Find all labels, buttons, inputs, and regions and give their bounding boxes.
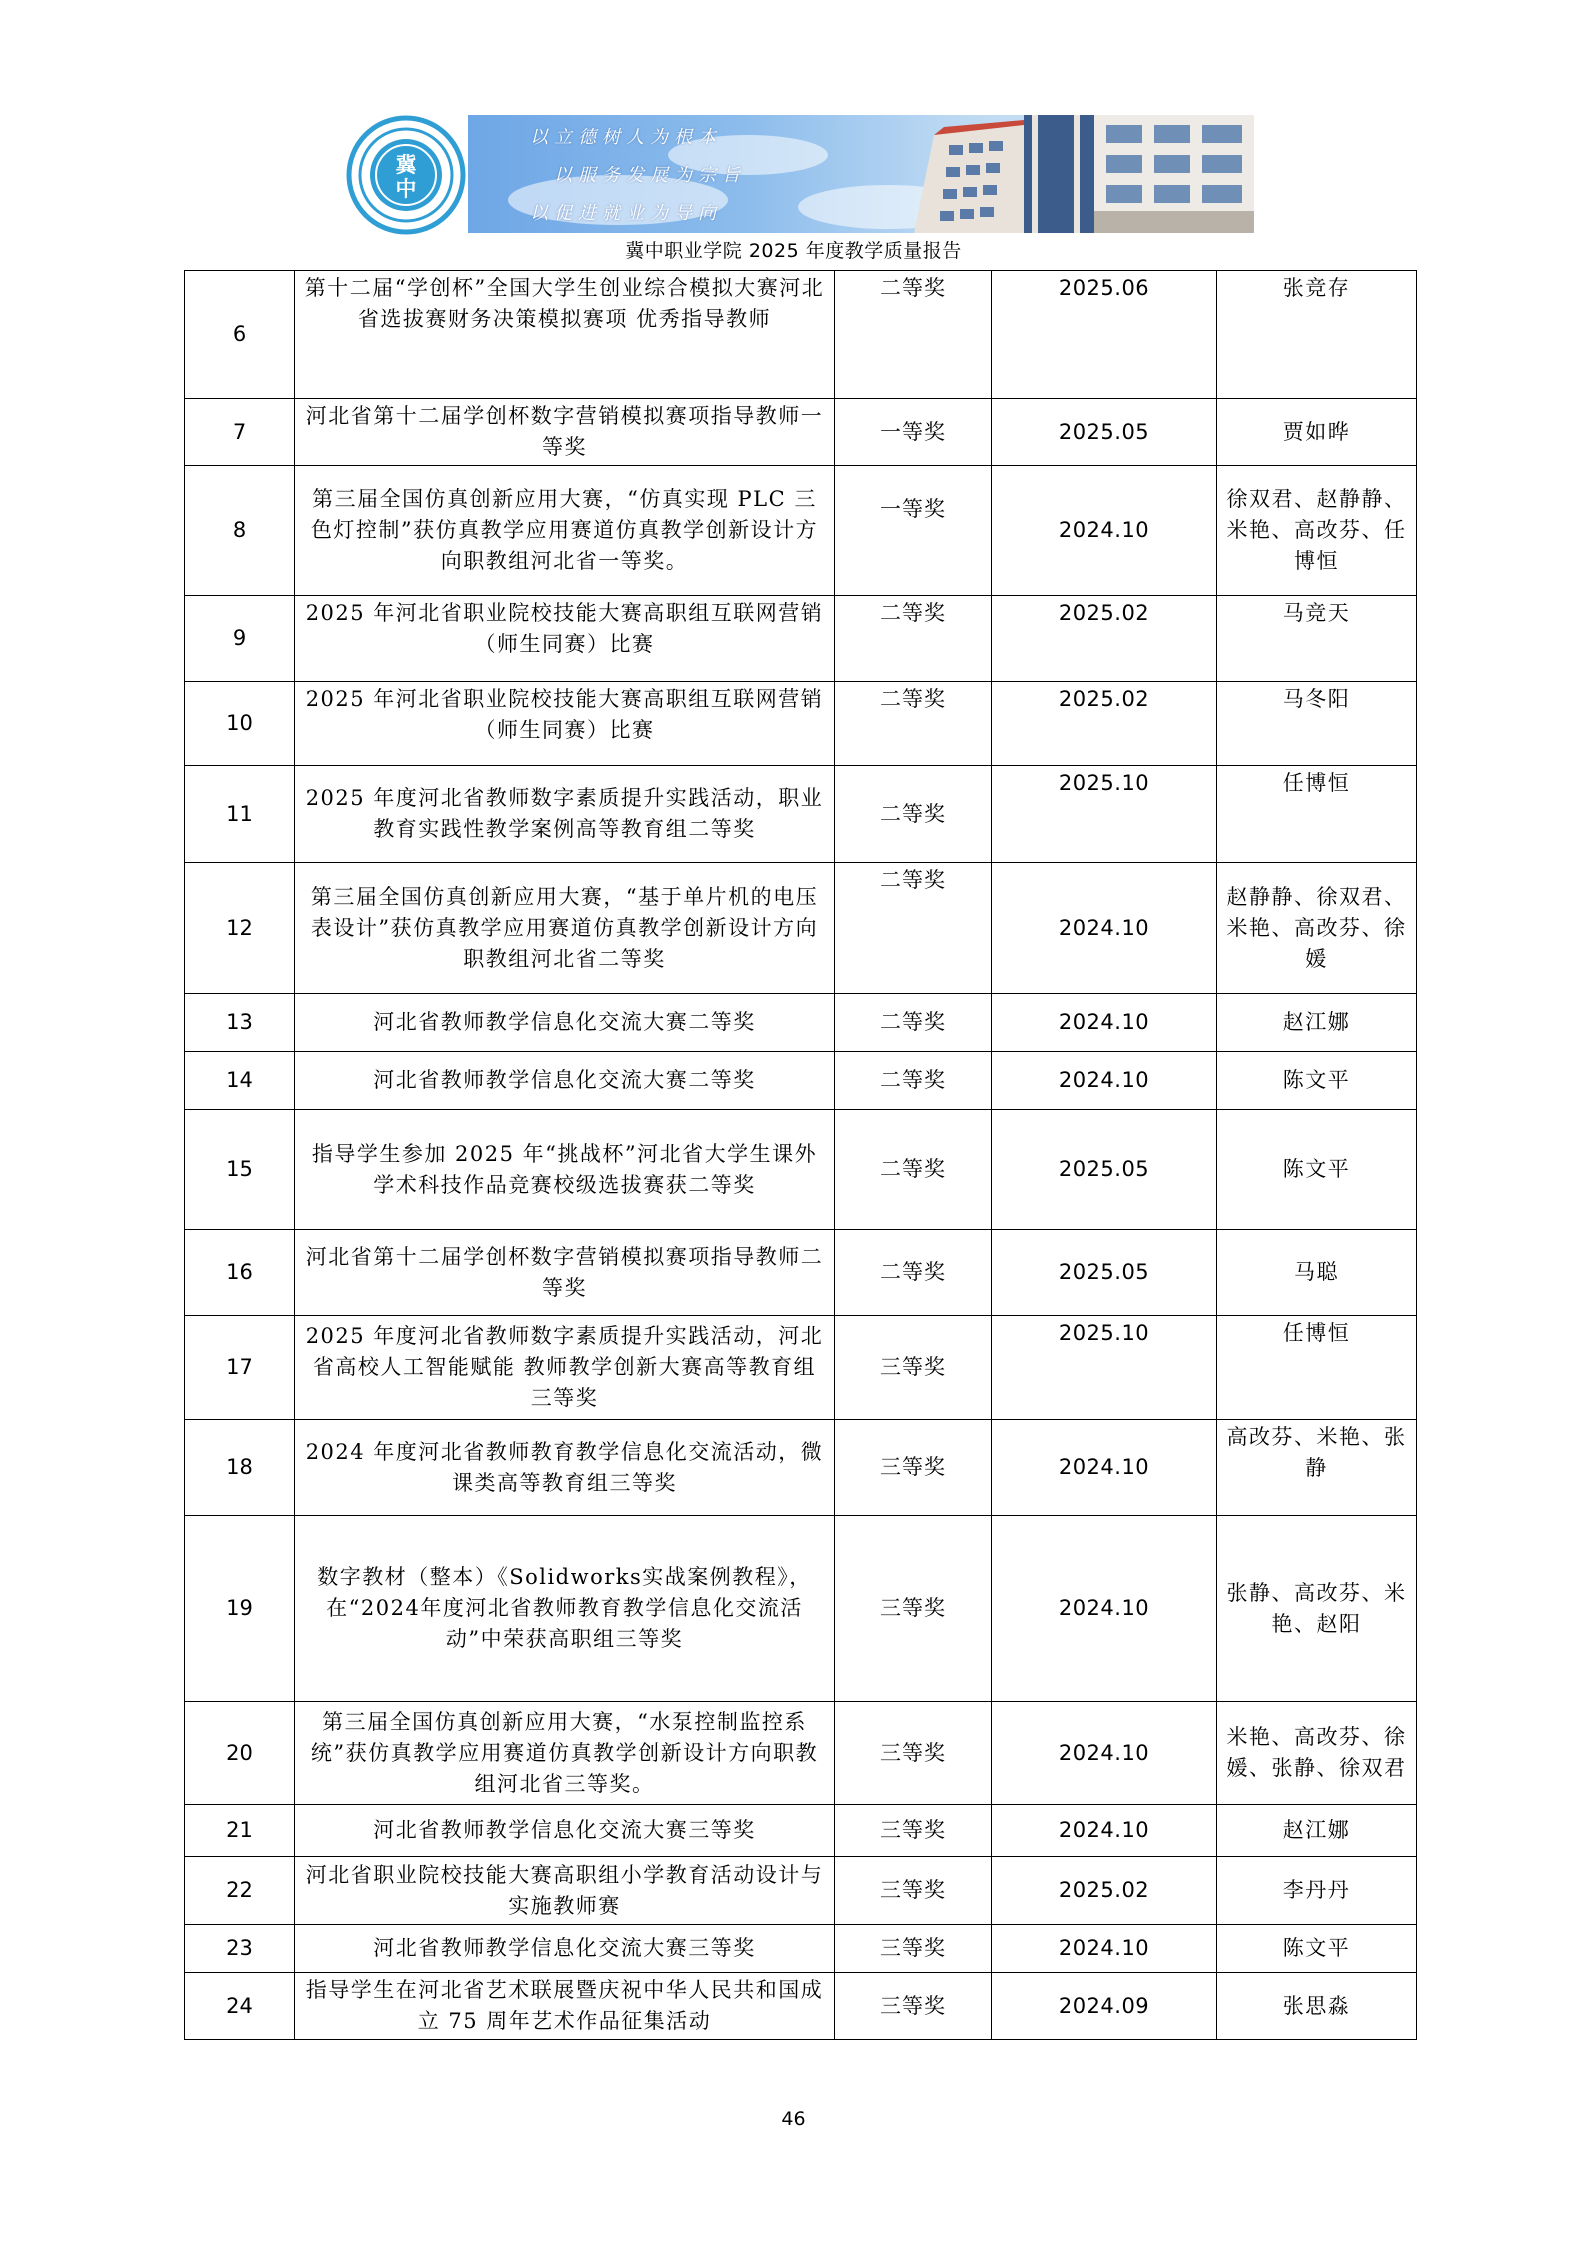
row-number: 16 bbox=[185, 1230, 295, 1316]
table-row bbox=[185, 1110, 1417, 1230]
table-row bbox=[185, 1316, 1417, 1420]
table-row bbox=[185, 766, 1417, 863]
award-date: 2025.02 bbox=[992, 1857, 1217, 1925]
campus-building-image bbox=[874, 115, 1254, 233]
award-winners: 贾如晔 bbox=[1217, 399, 1417, 466]
row-number: 13 bbox=[185, 994, 295, 1052]
award-level: 三等奖 bbox=[835, 1857, 992, 1925]
award-name: 2025 年河北省职业院校技能大赛高职组互联网营销（师生同赛）比赛 bbox=[295, 682, 835, 766]
row-number: 22 bbox=[185, 1857, 295, 1925]
award-level: 三等奖 bbox=[835, 1516, 992, 1702]
page-number: 46 bbox=[781, 2108, 806, 2130]
award-date: 2024.10 bbox=[992, 466, 1217, 596]
table-row bbox=[185, 596, 1417, 682]
award-level: 三等奖 bbox=[835, 1925, 992, 1973]
table-row bbox=[185, 271, 1417, 399]
table-row bbox=[185, 863, 1417, 994]
row-number: 12 bbox=[185, 863, 295, 994]
row-number: 14 bbox=[185, 1052, 295, 1110]
report-title: 冀中职业学院 2025 年度教学质量报告 bbox=[625, 240, 962, 262]
award-level: 一等奖 bbox=[835, 466, 992, 596]
award-name: 河北省教师教学信息化交流大赛二等奖 bbox=[295, 994, 835, 1052]
award-date: 2024.10 bbox=[992, 1516, 1217, 1702]
award-name: 河北省教师教学信息化交流大赛三等奖 bbox=[295, 1925, 835, 1973]
table-row bbox=[185, 682, 1417, 766]
award-winners: 赵静静、徐双君、米艳、高改芬、徐媛 bbox=[1217, 863, 1417, 994]
row-number: 15 bbox=[185, 1110, 295, 1230]
award-level: 三等奖 bbox=[835, 1973, 992, 2040]
award-level: 二等奖 bbox=[835, 994, 992, 1052]
svg-text:冀: 冀 bbox=[395, 152, 417, 177]
award-name: 第三届全国仿真创新应用大赛，“水泵控制监控系统”获仿真教学应用赛道仿真教学创新设计方向职教组河北省三等奖。 bbox=[295, 1702, 835, 1805]
award-date: 2025.10 bbox=[992, 766, 1217, 863]
row-number: 21 bbox=[185, 1805, 295, 1857]
award-level: 三等奖 bbox=[835, 1420, 992, 1516]
row-number: 10 bbox=[185, 682, 295, 766]
award-date: 2024.09 bbox=[992, 1973, 1217, 2040]
award-winners: 赵江娜 bbox=[1217, 1805, 1417, 1857]
row-number: 11 bbox=[185, 766, 295, 863]
row-number: 9 bbox=[185, 596, 295, 682]
table-row bbox=[185, 1925, 1417, 1973]
award-name: 河北省第十二届学创杯数字营销模拟赛项指导教师一等奖 bbox=[295, 399, 835, 466]
slogan-3: 以促进就业为导向 bbox=[530, 203, 722, 224]
award-level: 三等奖 bbox=[835, 1805, 992, 1857]
award-name: 第三届全国仿真创新应用大赛，“基于单片机的电压表设计”获仿真教学应用赛道仿真教学创新设计方向职教组河北省二等奖 bbox=[295, 863, 835, 994]
award-date: 2024.10 bbox=[992, 1805, 1217, 1857]
award-winners: 李丹丹 bbox=[1217, 1857, 1417, 1925]
table-row bbox=[185, 994, 1417, 1052]
award-winners: 任博恒 bbox=[1217, 766, 1417, 863]
table-row bbox=[185, 1052, 1417, 1110]
award-name: 数字教材（整本）《Solidworks实战案例教程》，在“2024年度河北省教师教育教学信息化交流活动”中荣获高职组三等奖 bbox=[295, 1516, 835, 1702]
award-winners: 陈文平 bbox=[1217, 1925, 1417, 1973]
award-date: 2024.10 bbox=[992, 863, 1217, 994]
row-number: 6 bbox=[185, 271, 295, 399]
award-winners: 张思淼 bbox=[1217, 1973, 1417, 2040]
table-row bbox=[185, 1857, 1417, 1925]
table-row bbox=[185, 1230, 1417, 1316]
seal-icon bbox=[346, 115, 466, 235]
award-name: 河北省教师教学信息化交流大赛三等奖 bbox=[295, 1805, 835, 1857]
award-name: 第十二届“学创杯”全国大学生创业综合模拟大赛河北省选拔赛财务决策模拟赛项 优秀指导教师 bbox=[295, 271, 835, 399]
slogan-2: 以服务发展为宗旨 bbox=[554, 165, 746, 186]
award-date: 2025.02 bbox=[992, 682, 1217, 766]
award-date: 2025.06 bbox=[992, 271, 1217, 399]
award-date: 2024.10 bbox=[992, 994, 1217, 1052]
award-name: 河北省第十二届学创杯数字营销模拟赛项指导教师二等奖 bbox=[295, 1230, 835, 1316]
table-row bbox=[185, 1702, 1417, 1805]
award-winners: 张静、高改芬、米艳、赵阳 bbox=[1217, 1516, 1417, 1702]
award-level: 二等奖 bbox=[835, 271, 992, 399]
header-banner bbox=[346, 115, 1254, 235]
award-name: 2025 年度河北省教师数字素质提升实践活动，职业教育实践性教学案例高等教育组二等奖 bbox=[295, 766, 835, 863]
award-name: 2025 年河北省职业院校技能大赛高职组互联网营销（师生同赛）比赛 bbox=[295, 596, 835, 682]
award-level: 一等奖 bbox=[835, 399, 992, 466]
awards-table bbox=[184, 270, 1417, 2040]
award-level: 三等奖 bbox=[835, 1316, 992, 1420]
row-number: 24 bbox=[185, 1973, 295, 2040]
award-date: 2025.05 bbox=[992, 1110, 1217, 1230]
award-date: 2024.10 bbox=[992, 1420, 1217, 1516]
table-row bbox=[185, 1805, 1417, 1857]
award-winners: 马冬阳 bbox=[1217, 682, 1417, 766]
award-name: 2025 年度河北省教师数字素质提升实践活动，河北省高校人工智能赋能 教师教学创新大赛高等教育组三等奖 bbox=[295, 1316, 835, 1420]
award-winners: 米艳、高改芬、徐媛、张静、徐双君 bbox=[1217, 1702, 1417, 1805]
table-row bbox=[185, 1973, 1417, 2040]
award-winners: 张竞存 bbox=[1217, 271, 1417, 399]
award-winners: 陈文平 bbox=[1217, 1052, 1417, 1110]
row-number: 17 bbox=[185, 1316, 295, 1420]
award-level: 二等奖 bbox=[835, 1052, 992, 1110]
row-number: 7 bbox=[185, 399, 295, 466]
award-name: 指导学生参加 2025 年“挑战杯”河北省大学生课外学术科技作品竞赛校级选拔赛获二等奖 bbox=[295, 1110, 835, 1230]
svg-text:中: 中 bbox=[395, 176, 417, 201]
award-date: 2025.05 bbox=[992, 1230, 1217, 1316]
award-level: 二等奖 bbox=[835, 766, 992, 863]
award-name: 第三届全国仿真创新应用大赛，“仿真实现 PLC 三色灯控制”获仿真教学应用赛道仿真教学创新设计方向职教组河北省一等奖。 bbox=[295, 466, 835, 596]
banner-sky bbox=[468, 115, 1254, 233]
table-row bbox=[185, 1420, 1417, 1516]
award-date: 2024.10 bbox=[992, 1925, 1217, 1973]
table-row bbox=[185, 466, 1417, 596]
college-seal-logo bbox=[346, 115, 466, 235]
award-level: 二等奖 bbox=[835, 863, 992, 994]
award-date: 2025.02 bbox=[992, 596, 1217, 682]
award-name: 指导学生在河北省艺术联展暨庆祝中华人民共和国成立 75 周年艺术作品征集活动 bbox=[295, 1973, 835, 2040]
row-number: 8 bbox=[185, 466, 295, 596]
award-name: 2024 年度河北省教师教育教学信息化交流活动，微课类高等教育组三等奖 bbox=[295, 1420, 835, 1516]
award-winners: 徐双君、赵静静、米艳、高改芬、任博恒 bbox=[1217, 466, 1417, 596]
row-number: 19 bbox=[185, 1516, 295, 1702]
award-winners: 马竞天 bbox=[1217, 596, 1417, 682]
table-row bbox=[185, 399, 1417, 466]
award-level: 二等奖 bbox=[835, 596, 992, 682]
row-number: 20 bbox=[185, 1702, 295, 1805]
award-level: 二等奖 bbox=[835, 682, 992, 766]
award-winners: 马聪 bbox=[1217, 1230, 1417, 1316]
award-date: 2024.10 bbox=[992, 1702, 1217, 1805]
award-level: 三等奖 bbox=[835, 1702, 992, 1805]
row-number: 23 bbox=[185, 1925, 295, 1973]
award-date: 2025.10 bbox=[992, 1316, 1217, 1420]
award-name: 河北省职业院校技能大赛高职组小学教育活动设计与实施教师赛 bbox=[295, 1857, 835, 1925]
award-date: 2024.10 bbox=[992, 1052, 1217, 1110]
table-row bbox=[185, 1516, 1417, 1702]
slogan-1: 以立德树人为根本 bbox=[530, 127, 722, 148]
award-winners: 陈文平 bbox=[1217, 1110, 1417, 1230]
award-level: 二等奖 bbox=[835, 1230, 992, 1316]
award-winners: 任博恒 bbox=[1217, 1316, 1417, 1420]
award-date: 2025.05 bbox=[992, 399, 1217, 466]
award-winners: 高改芬、米艳、张静 bbox=[1217, 1420, 1417, 1516]
award-name: 河北省教师教学信息化交流大赛二等奖 bbox=[295, 1052, 835, 1110]
award-winners: 赵江娜 bbox=[1217, 994, 1417, 1052]
award-level: 二等奖 bbox=[835, 1110, 992, 1230]
row-number: 18 bbox=[185, 1420, 295, 1516]
